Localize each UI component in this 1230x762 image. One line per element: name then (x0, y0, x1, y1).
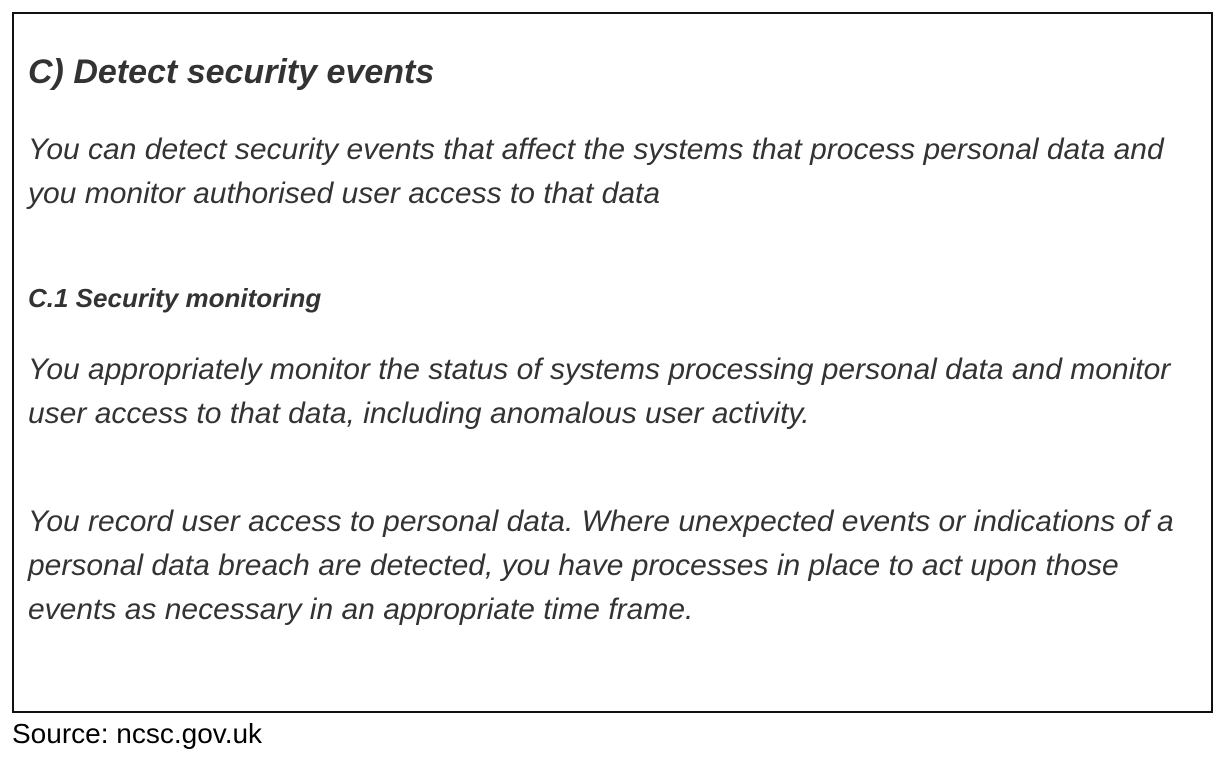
section-intro: You can detect security events that affect the systems that process personal data and you monitor authorised user access to that data (28, 133, 1164, 210)
content-panel (12, 12, 1213, 713)
section-heading: C) Detect security events (28, 53, 435, 91)
paragraph-monitoring: You appropriately monitor the status of systems processing personal data and monitor user access to that data, including anomalous user activity. (28, 353, 1171, 430)
subsection-heading: C.1 Security monitoring (28, 283, 322, 313)
source-caption: Source: ncsc.gov.uk (12, 718, 263, 749)
paragraph-access-records: You record user access to personal data. Where unexpected events or indications of a personal data breach are detected, you have processes in place to act upon those events as necessary in an appropriate time frame. (28, 505, 1174, 626)
